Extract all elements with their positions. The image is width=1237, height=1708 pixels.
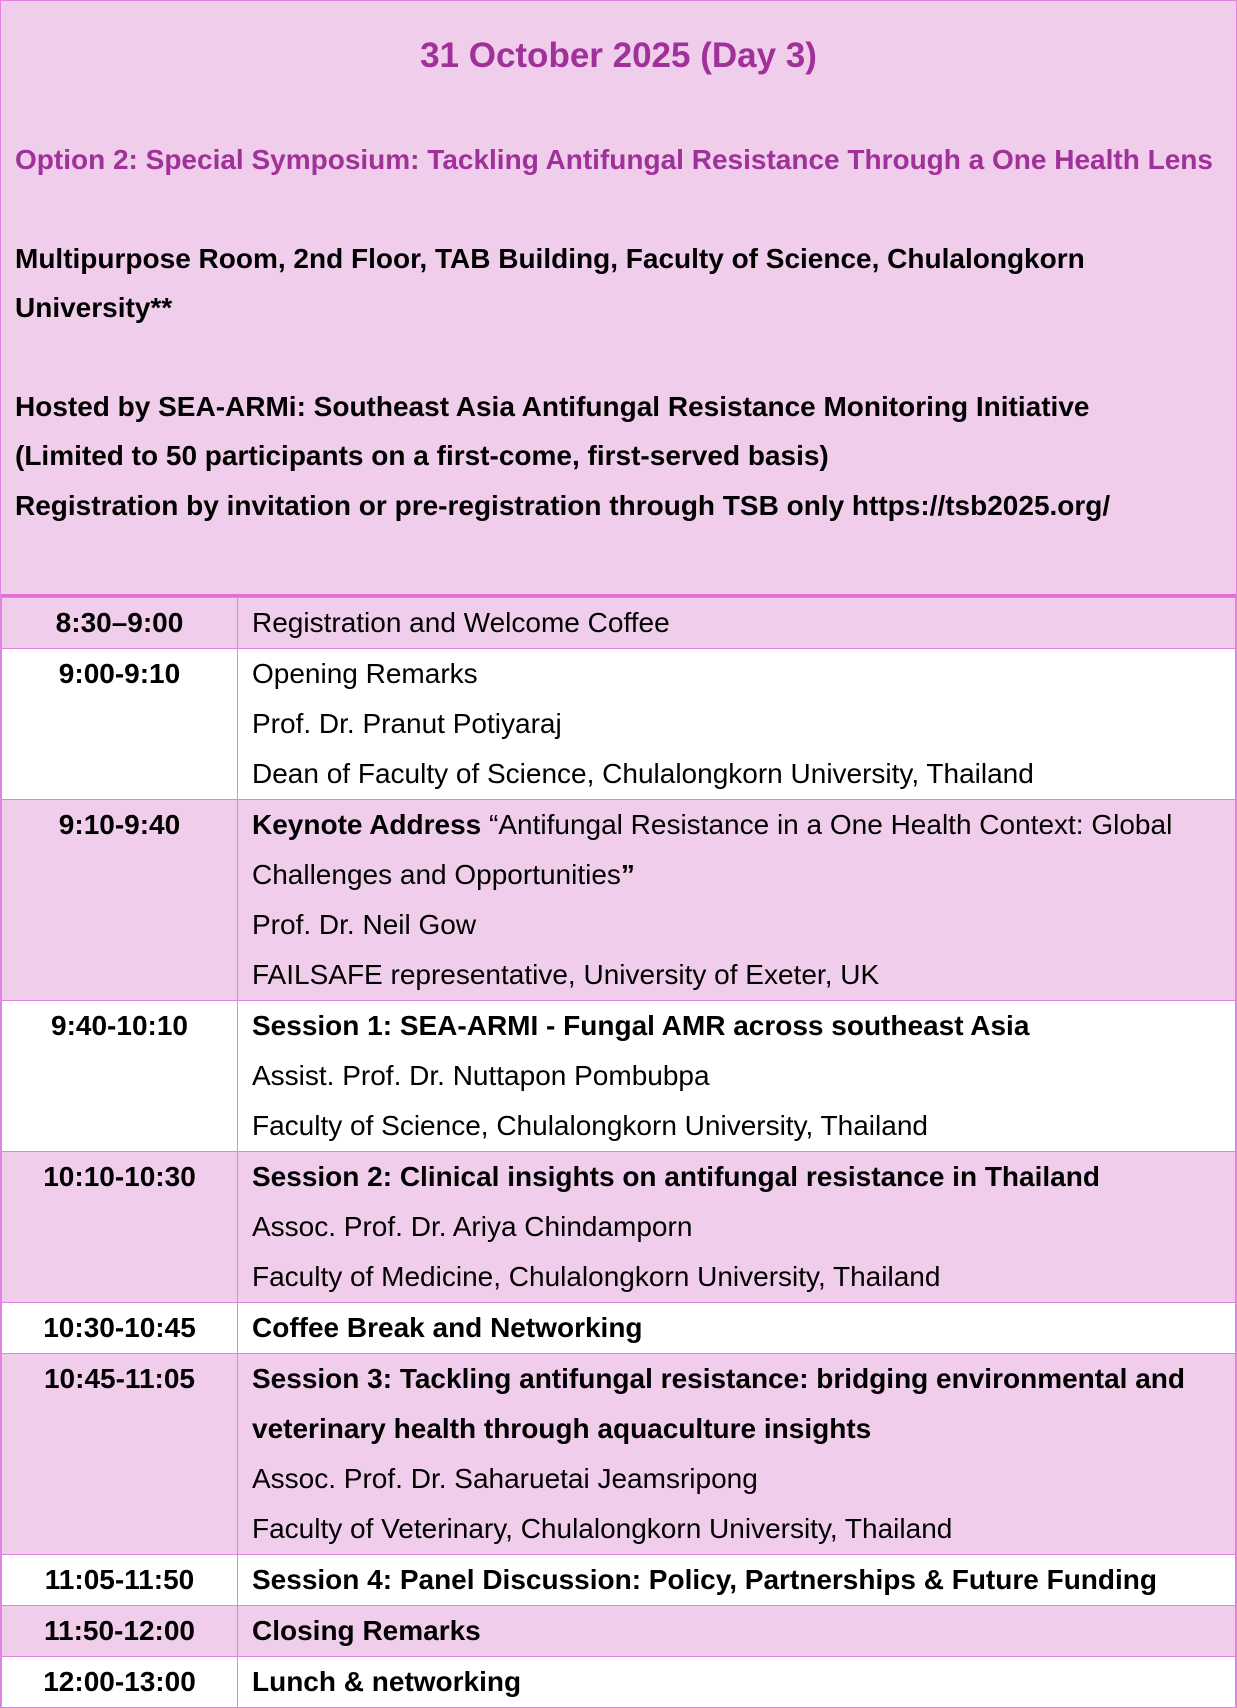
session-affiliation: Faculty of Science, Chulalongkorn University, Thailand (252, 1110, 928, 1141)
session-time: 10:30-10:45 (2, 1303, 238, 1354)
session-time: 11:50-12:00 (2, 1606, 238, 1657)
session-speaker: Assoc. Prof. Dr. Saharuetai Jeamsripong (252, 1463, 758, 1494)
session-detail (238, 800, 1236, 1001)
session-speaker: Prof. Dr. Neil Gow (252, 909, 477, 940)
session-time: 11:05-11:50 (2, 1555, 238, 1606)
host-block (15, 382, 1222, 531)
session-detail (238, 1657, 1236, 1708)
session-speaker: Prof. Dr. Pranut Potiyaraj (252, 708, 562, 739)
schedule-row (2, 1606, 1236, 1657)
session-detail (238, 598, 1236, 649)
session-detail (238, 1152, 1236, 1303)
session-affiliation: FAILSAFE representative, University of Exeter, UK (252, 959, 880, 990)
session-time: 9:00-9:10 (2, 649, 238, 800)
session-affiliation: Faculty of Medicine, Chulalongkorn University, Thailand (252, 1261, 941, 1292)
schedule-table (1, 597, 1236, 1708)
keynote-close-quote: ” (620, 859, 635, 890)
keynote-title: “Antifungal Resistance in a One Health Context: Global Challenges and Opportunities (252, 809, 1173, 890)
session-title: Session 1: SEA-ARMI - Fungal AMR across southeast Asia (252, 1010, 1030, 1041)
session-title (252, 800, 1229, 900)
session-time: 9:10-9:40 (2, 800, 238, 1001)
session-title: Session 2: Clinical insights on antifungal resistance in Thailand (252, 1161, 1100, 1192)
schedule-row (2, 1303, 1236, 1354)
session-detail (238, 1303, 1236, 1354)
session-speaker: Assist. Prof. Dr. Nuttapon Pombubpa (252, 1060, 710, 1091)
session-title: Closing Remarks (252, 1615, 481, 1646)
session-time: 12:00-13:00 (2, 1657, 238, 1708)
keynote-label: Keynote Address (252, 809, 482, 840)
session-title: Opening Remarks (252, 658, 478, 689)
session-detail (238, 1001, 1236, 1152)
session-title: Session 3: Tackling antifungal resistance: bridging environmental and veterinary health through aquaculture insights (252, 1363, 1185, 1444)
schedule-row (2, 598, 1236, 649)
option-title: Option 2: Special Symposium: Tackling Antifungal Resistance Through a One Health Lens (15, 144, 1213, 175)
session-title: Session 4: Panel Discussion: Policy, Partnerships & Future Funding (252, 1564, 1157, 1595)
schedule-row (2, 1001, 1236, 1152)
session-time: 10:45-11:05 (2, 1354, 238, 1555)
session-time: 10:10-10:30 (2, 1152, 238, 1303)
schedule-row (2, 800, 1236, 1001)
limit-text: (Limited to 50 participants on a first-come, first-served basis) (15, 440, 829, 471)
agenda-header (1, 1, 1236, 597)
session-affiliation: Faculty of Veterinary, Chulalongkorn University, Thailand (252, 1513, 953, 1544)
session-affiliation: Dean of Faculty of Science, Chulalongkorn University, Thailand (252, 758, 1034, 789)
session-detail (238, 649, 1236, 800)
session-time: 9:40-10:10 (2, 1001, 238, 1152)
session-detail (238, 1354, 1236, 1555)
session-detail (238, 1606, 1236, 1657)
session-detail (238, 1555, 1236, 1606)
session-title: Coffee Break and Networking (252, 1312, 643, 1343)
schedule-row (2, 649, 1236, 800)
schedule-row (2, 1555, 1236, 1606)
session-title: Registration and Welcome Coffee (252, 607, 670, 638)
date-title: 31 October 2025 (Day 3) (420, 36, 817, 75)
registration-text: Registration by invitation or pre-registration through TSB only https://tsb2025.org/ (15, 489, 1111, 521)
host-text: Hosted by SEA-ARMi: Southeast Asia Antifungal Resistance Monitoring Initiative (15, 390, 1090, 422)
session-time: 8:30–9:00 (2, 598, 238, 649)
venue-text: Multipurpose Room, 2nd Floor, TAB Building, Faculty of Science, Chulalongkorn University** (15, 242, 1085, 323)
session-speaker: Assoc. Prof. Dr. Ariya Chindamporn (252, 1211, 693, 1242)
schedule-row (2, 1152, 1236, 1303)
session-title: Lunch & networking (252, 1666, 522, 1697)
schedule-row (2, 1657, 1236, 1708)
schedule-row (2, 1354, 1236, 1555)
